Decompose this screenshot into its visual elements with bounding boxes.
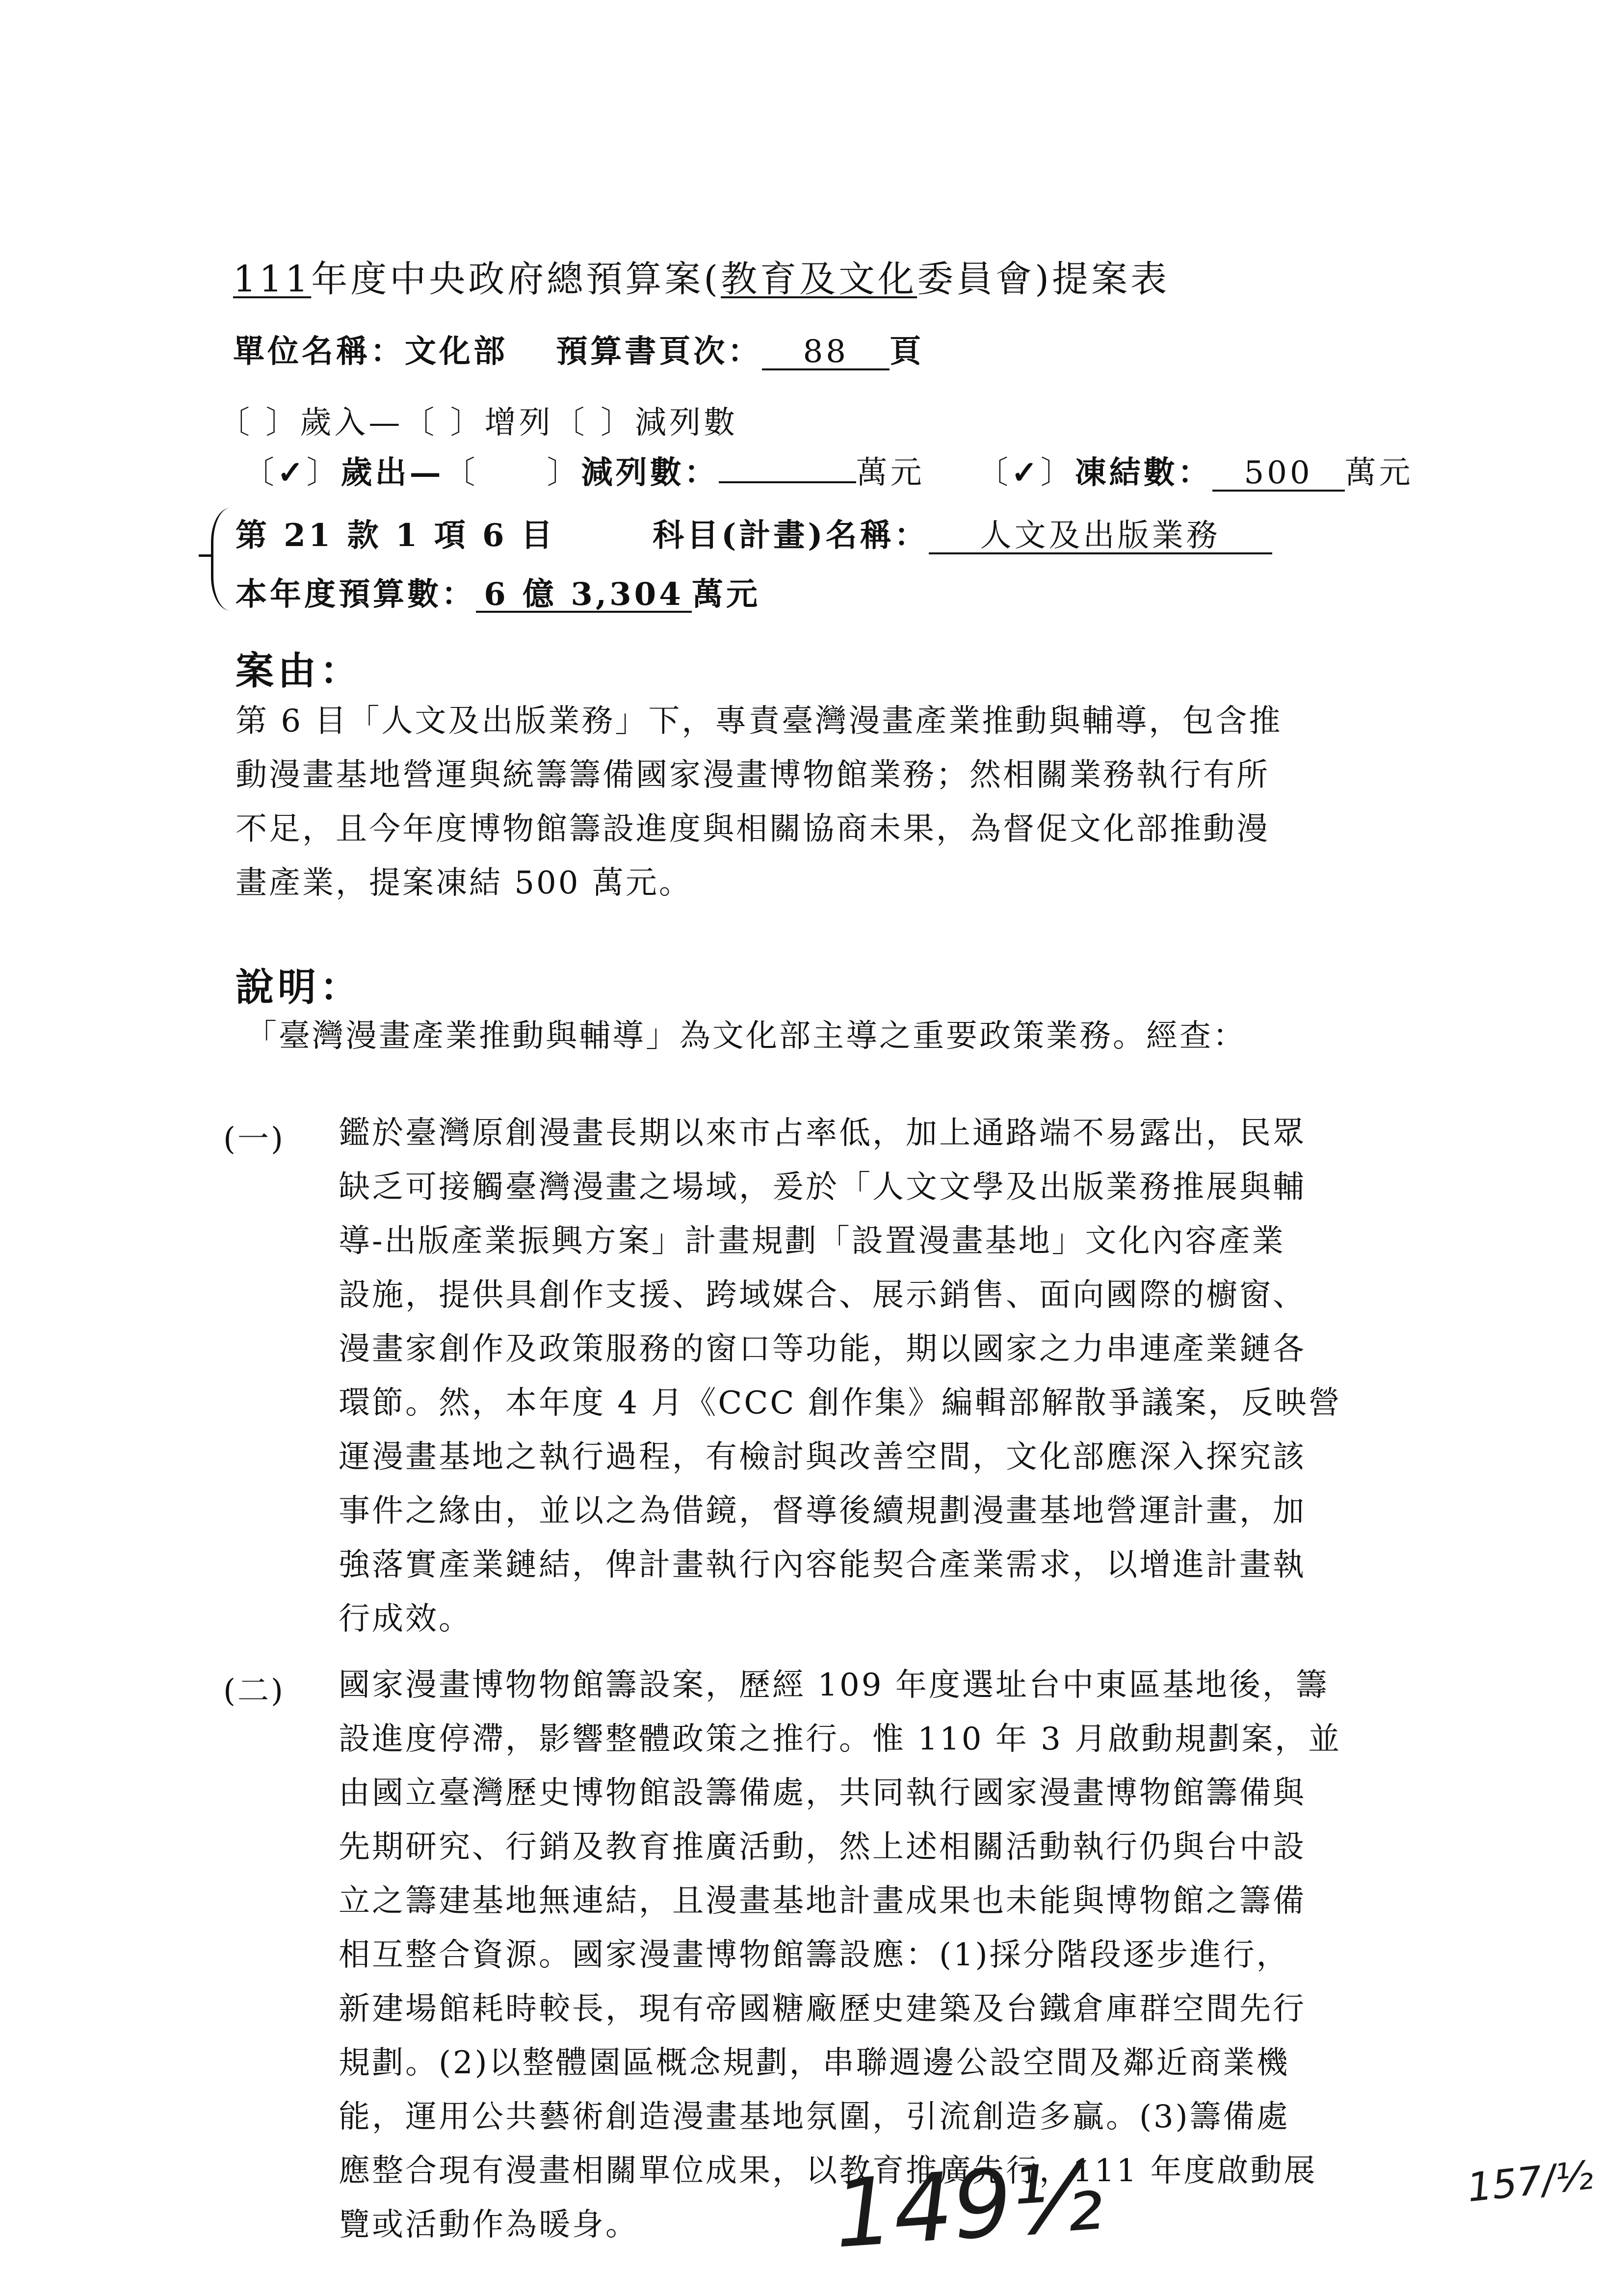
item-one-line: 強落實產業鏈結，俾計畫執行內容能契合產業需求，以增進計畫執	[339, 1547, 1306, 1583]
item-two-label: (二)	[223, 1673, 285, 1709]
reason-line: 動漫畫基地營運與統籌籌備國家漫畫博物館業務；然相關業務執行有所	[236, 757, 1270, 793]
handwritten-side-number: 157/½	[1465, 2152, 1596, 2211]
item-one-line: 導-出版產業振興方案」計畫規劃「設置漫畫基地」文化內容產業	[339, 1223, 1285, 1259]
freeze-bracket-close: 〕	[1040, 455, 1075, 491]
unit-row	[233, 326, 924, 371]
reduce-amount-blank	[719, 481, 856, 483]
reason-line: 畫產業，提案凍結 500 萬元。	[236, 865, 692, 901]
title-year: 111	[233, 258, 312, 300]
item-one-line: 鑑於臺灣原創漫畫長期以來市占率低，加上通路端不易露出，民眾	[339, 1115, 1306, 1151]
item-one-line: 設施，提供具創作支援、跨域媒合、展示銷售、面向國際的櫥窗、	[339, 1277, 1306, 1313]
page-ref-label: 預算書頁次：	[556, 333, 762, 370]
budget-row	[236, 569, 760, 614]
item-one-paragraph	[339, 1106, 1342, 1646]
freeze-value: 500	[1212, 457, 1345, 492]
expense-row	[243, 447, 1414, 493]
expense-label: 歲出—	[341, 454, 444, 491]
reduce-label: 減列數：	[581, 454, 719, 491]
expense-bracket-close: 〕	[306, 455, 341, 491]
freeze-unit: 萬元	[1344, 455, 1414, 491]
revenue-row: 〔 〕歲入—〔 〕增列〔 〕減列數	[218, 405, 738, 441]
item-two-line: 覽或活動作為暖身。	[339, 2207, 639, 2243]
item-two-line: 相互整合資源。國家漫畫博物館籌設應：(1)採分階段逐步進行，	[339, 1937, 1290, 1973]
freeze-check-mark: ✓	[1011, 454, 1041, 491]
item-two-line: 應整合現有漫畫相關單位成果，以教育推廣先行，111 年度啟動展	[339, 2153, 1317, 2189]
title-committee: 教育及文化	[721, 258, 917, 300]
item-one-line: 運漫畫基地之執行過程，有檢討與改善空間，文化部應深入探究該	[339, 1439, 1306, 1475]
budget-unit: 萬元	[692, 576, 760, 613]
unit-label: 單位名稱：	[233, 333, 405, 370]
reduce-unit: 萬元	[856, 455, 925, 491]
item-two-line: 立之籌建基地無連結，且漫畫基地計畫成果也未能與博物館之籌備	[339, 1883, 1306, 1919]
page-title	[233, 250, 1170, 302]
title-text-a: 年度中央政府總預算案(	[311, 258, 721, 300]
explanation-heading: 說明：	[236, 965, 363, 1010]
item-row	[236, 510, 1272, 555]
item-one-line: 事件之緣由，並以之為借鏡，督導後續規劃漫畫基地營運計畫，加	[339, 1493, 1306, 1529]
item-one-line: 行成效。	[339, 1601, 472, 1637]
reason-line: 第 6 目「人文及出版業務」下，專責臺灣漫畫產業推動與輔導，包含推	[236, 703, 1283, 739]
item-one-label: (一)	[223, 1121, 285, 1157]
reason-paragraph	[236, 694, 1282, 910]
unit-value: 文化部	[405, 333, 508, 370]
budget-label: 本年度預算數：	[236, 576, 476, 613]
item-one-line: 漫畫家創作及政策服務的窗口等功能，期以國家之力串連產業鏈各	[339, 1331, 1306, 1367]
reason-heading: 案由：	[236, 649, 363, 693]
item-one-line: 環節。然，本年度 4 月《CCC 創作集》編輯部解散爭議案，反映營	[339, 1385, 1342, 1421]
item-code: 第 21 款 1 項 6 目	[236, 517, 555, 554]
item-two-line: 由國立臺灣歷史博物館設籌備處，共同執行國家漫畫博物館籌備與	[339, 1775, 1306, 1811]
item-brace-point	[199, 554, 212, 557]
item-two-line: 規劃。(2)以整體園區概念規劃，串聯週邊公設空間及鄰近商業機	[339, 2045, 1290, 2081]
item-brace	[211, 508, 233, 611]
freeze-label: 凍結數：	[1074, 454, 1212, 491]
expense-bracket-open: 〔	[243, 455, 277, 491]
freeze-bracket-open: 〔	[976, 455, 1011, 491]
item-one-line: 缺乏可接觸臺灣漫畫之場域，爰於「人文文學及出版業務推展與輔	[339, 1169, 1306, 1205]
item-two-line: 設進度停滯，影響整體政策之推行。惟 110 年 3 月啟動規劃案，並	[339, 1721, 1342, 1757]
explanation-intro: 「臺灣漫畫產業推動與輔導」為文化部主導之重要政策業務。經查：	[245, 1018, 1246, 1054]
reason-line: 不足，且今年度博物館籌設進度與相關協商未果，為督促文化部推動漫	[236, 811, 1270, 847]
item-two-line: 先期研究、行銷及教育推廣活動，然上述相關活動執行仍與台中設	[339, 1829, 1306, 1865]
page-ref-unit: 頁	[890, 333, 924, 370]
budget-value: 6 億 3,304	[476, 578, 692, 613]
item-two-line: 新建場館耗時較長，現有帝國糖廠歷史建築及台鐵倉庫群空間先行	[339, 1991, 1306, 2027]
expense-paren: 〔 〕	[444, 455, 581, 491]
subject-value: 人文及出版業務	[929, 520, 1272, 554]
item-two-line: 能，運用公共藝術創造漫畫基地氛圍，引流創造多贏。(3)籌備處	[339, 2099, 1290, 2135]
page-ref-value: 88	[762, 336, 890, 370]
title-text-b: 委員會)提案表	[917, 258, 1170, 300]
subject-label: 科目(計畫)名稱：	[653, 517, 929, 554]
handwritten-page-number: 149½	[830, 2142, 1106, 2269]
item-two-line: 國家漫畫博物物館籌設案，歷經 109 年度選址台中東區基地後，籌	[339, 1667, 1329, 1703]
expense-check-mark: ✓	[277, 454, 307, 491]
